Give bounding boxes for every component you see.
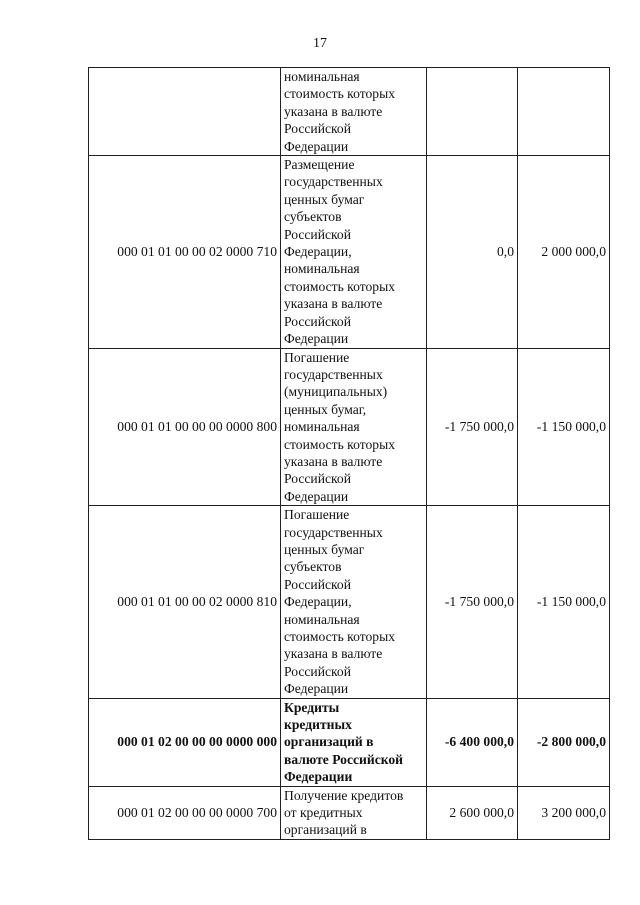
amount-cell-1: 2 600 000,0 (427, 786, 518, 839)
item-name-line: Размещение (284, 157, 355, 173)
item-name-line: стоимость которых (284, 278, 395, 294)
item-name-line: валюте Российской (284, 751, 404, 767)
item-name-line: организаций в (284, 822, 367, 838)
item-name-line: субъектов (284, 209, 342, 225)
item-name-line: ценных бумаг (284, 541, 365, 557)
table-row (89, 156, 610, 348)
item-name-line: стоимость которых (284, 86, 395, 102)
item-name-line: Федерации (284, 138, 349, 154)
item-name-line: организаций в (284, 734, 374, 750)
item-name-line: (муниципальных) (284, 384, 388, 400)
item-name-line: Российской (284, 226, 351, 242)
item-name-line: указана в валюте (284, 646, 383, 662)
amount-cell-2: 3 200 000,0 (518, 786, 610, 839)
amount-cell-2 (518, 68, 610, 156)
item-name-line: номинальная (284, 261, 360, 277)
amount-cell-2: 2 000 000,0 (518, 156, 610, 348)
item-name-line: кредитных (284, 717, 352, 733)
budget-code-cell: 000 01 02 00 00 00 0000 700 (89, 786, 281, 839)
table-row (89, 348, 610, 506)
budget-code-cell: 000 01 02 00 00 00 0000 000 (89, 698, 281, 786)
item-name-line: указана в валюте (284, 103, 383, 119)
item-name-cell (281, 348, 427, 506)
item-name-cell (281, 786, 427, 839)
item-name-line: указана в валюте (284, 453, 383, 469)
table-row (89, 68, 610, 156)
item-name-line: Федерации (284, 681, 349, 697)
item-name-line: Получение кредитов (284, 787, 404, 803)
item-name-line: от кредитных (284, 805, 363, 821)
budget-code-cell: 000 01 01 00 00 02 0000 810 (89, 506, 281, 698)
item-name-line: Российской (284, 663, 351, 679)
budget-code-cell: 000 01 01 00 00 00 0000 800 (89, 348, 281, 506)
amount-cell-1: -1 750 000,0 (427, 348, 518, 506)
item-name-cell (281, 506, 427, 698)
amount-cell-1: 0,0 (427, 156, 518, 348)
item-name-cell (281, 68, 427, 156)
item-name-line: Российской (284, 121, 351, 137)
item-name-line: Погашение (284, 349, 350, 365)
item-name-line: Российской (284, 313, 351, 329)
item-name-line: номинальная (284, 611, 360, 627)
amount-cell-1 (427, 68, 518, 156)
item-name-line: государственных (284, 174, 383, 190)
item-name-line: Российской (284, 471, 351, 487)
budget-code-cell (89, 68, 281, 156)
item-name-line: стоимость которых (284, 629, 395, 644)
item-name-line: Федерации, (284, 244, 352, 260)
amount-cell-2: -1 150 000,0 (518, 506, 610, 698)
item-name-line: Российской (284, 576, 351, 592)
item-name-line: Федерации (284, 331, 349, 347)
item-name-line: Федерации (284, 488, 349, 504)
item-name-line: Кредиты (284, 699, 340, 715)
item-name-line: стоимость которых (284, 436, 395, 452)
budget-sources-table (88, 67, 610, 840)
item-name-line: Федерации, (284, 594, 352, 610)
amount-cell-2: -2 800 000,0 (518, 698, 610, 786)
amount-cell-2: -1 150 000,0 (518, 348, 610, 506)
item-name-line: субъектов (284, 559, 342, 575)
table-row (89, 786, 610, 839)
item-name-cell (281, 698, 427, 786)
budget-code-cell: 000 01 01 00 00 02 0000 710 (89, 156, 281, 348)
item-name-cell (281, 156, 427, 348)
page-number: 17 (313, 36, 327, 51)
item-name-line: номинальная (284, 419, 360, 435)
item-name-line: Погашение (284, 507, 350, 523)
item-name-line: государственных (284, 524, 383, 540)
item-name-line: ценных бумаг (284, 191, 365, 207)
table-row-subtotal (89, 698, 610, 786)
item-name-line: указана в валюте (284, 296, 383, 312)
item-name-line: номинальная (284, 69, 360, 84)
amount-cell-1: -1 750 000,0 (427, 506, 518, 698)
item-name-line: ценных бумаг, (284, 401, 367, 417)
table-row (89, 506, 610, 698)
amount-cell-1: -6 400 000,0 (427, 698, 518, 786)
item-name-line: государственных (284, 366, 383, 382)
item-name-line: Федерации (284, 769, 353, 785)
